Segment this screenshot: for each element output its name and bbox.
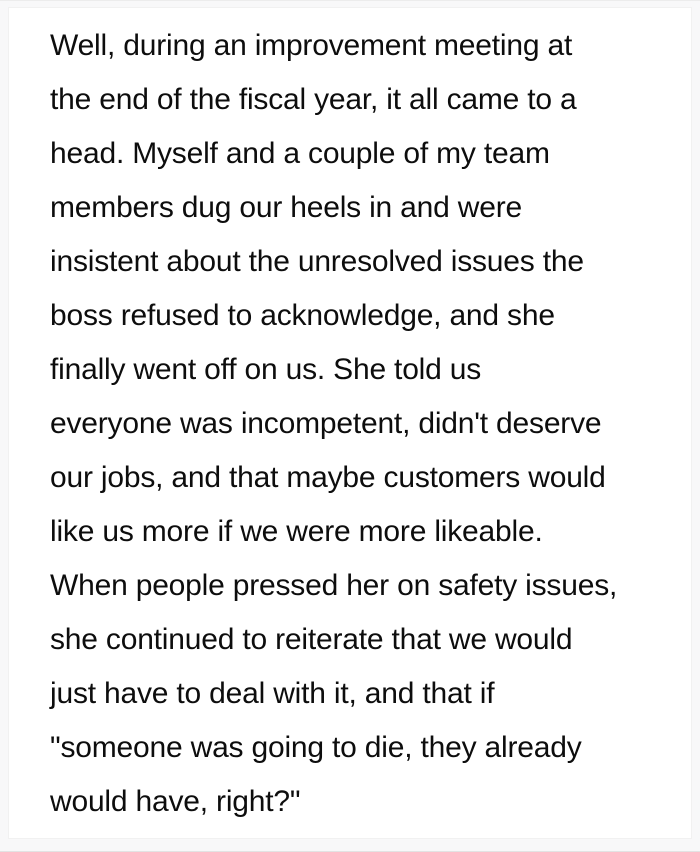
paragraph-line: boss refused to acknowledge, and she	[50, 299, 555, 332]
paragraph-line: our jobs, and that maybe customers would	[50, 461, 606, 494]
paragraph-line: would have, right?"	[50, 785, 301, 818]
paragraph-line: everyone was incompetent, didn't deserve	[50, 407, 602, 440]
paragraph-line: Well, during an improvement meeting at	[50, 29, 573, 62]
paragraph-line: finally went off on us. She told us	[50, 353, 482, 386]
paragraph-line: insistent about the unresolved issues the	[50, 245, 584, 278]
paragraph-line: just have to deal with it, and that if	[50, 677, 495, 710]
paragraph-line: she continued to reiterate that we would	[50, 623, 573, 656]
paragraph-line: like us more if we were more likeable.	[50, 515, 543, 548]
paragraph-line: members dug our heels in and were	[50, 191, 522, 224]
paragraph-line: When people pressed her on safety issues,	[50, 569, 618, 602]
paragraph-line: head. Myself and a couple of my team	[50, 137, 550, 170]
story-text-block	[8, 7, 692, 839]
paragraph-line: "someone was going to die, they already	[50, 731, 582, 764]
paragraph-line: the end of the fiscal year, it all came to a	[50, 83, 577, 116]
